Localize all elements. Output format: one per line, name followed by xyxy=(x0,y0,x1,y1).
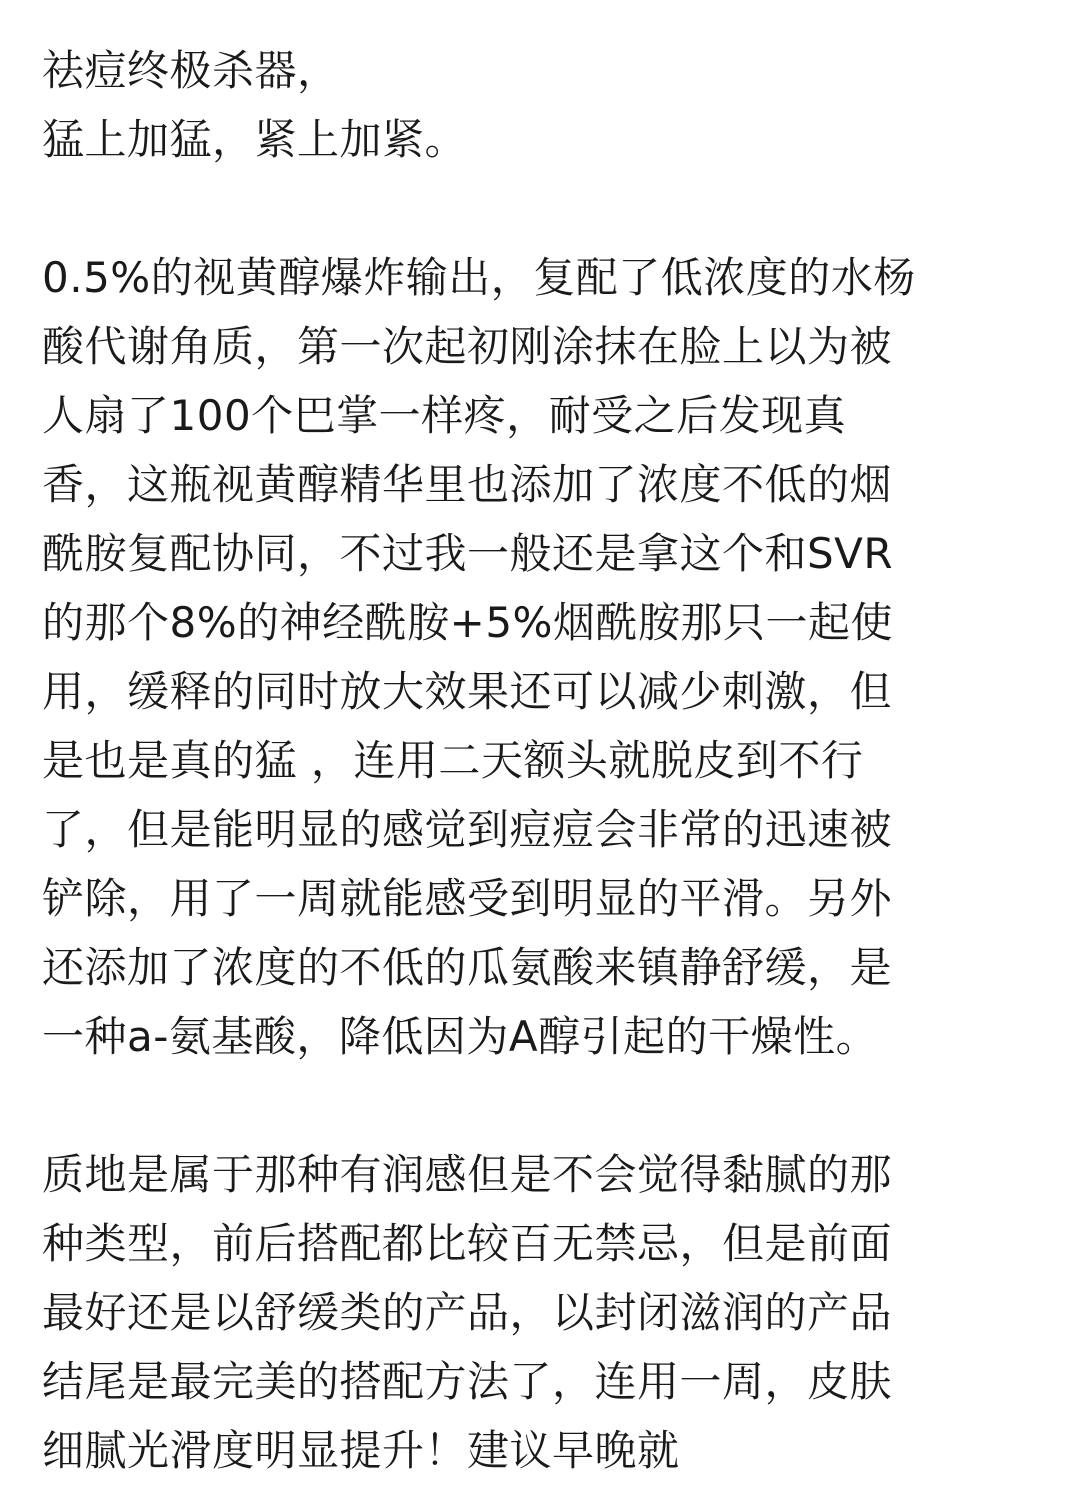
note-line: 猛上加猛，紧上加紧。 xyxy=(42,115,468,164)
note-line: 的那个8%的神经酰胺+5%烟酰胺那只一起使 xyxy=(42,598,893,647)
note-line: 一种a-氨基酸，降低因为A醇引起的干燥性。 xyxy=(42,1012,879,1061)
note-line: 铲除，用了一周就能感受到明显的平滑。另外 xyxy=(42,874,893,923)
note-line: 最好还是以舒缓类的产品，以封闭滋润的产品 xyxy=(42,1288,893,1337)
note-body xyxy=(42,36,1032,1485)
note-line: 祛痘终极杀器， xyxy=(42,46,340,95)
note-line: 香，这瓶视黄醇精华里也添加了浓度不低的烟 xyxy=(42,460,893,509)
note-line: 酰胺复配协同，不过我一般还是拿这个和SVR xyxy=(42,529,894,578)
note-line: 还添加了浓度的不低的瓜氨酸来镇静舒缓，是 xyxy=(42,943,893,992)
note-line: 0.5%的视黄醇爆炸输出，复配了低浓度的水杨 xyxy=(42,253,916,302)
note-line: 是也是真的猛 ，连用二天额头就脱皮到不行 xyxy=(42,736,864,785)
note-line: 种类型，前后搭配都比较百无禁忌，但是前面 xyxy=(42,1219,893,1268)
note-line: 酸代谢角质，第一次起初刚涂抹在脸上以为被 xyxy=(42,322,893,371)
note-line: 人扇了100个巴掌一样疼，耐受之后发现真 xyxy=(42,391,847,440)
note-line: 细腻光滑度明显提升！建议早晚就 xyxy=(42,1426,680,1475)
note-line: 质地是属于那种有润感但是不会觉得黏腻的那 xyxy=(42,1150,893,1199)
paragraph-gap xyxy=(42,174,1032,243)
note-line: 了，但是能明显的感觉到痘痘会非常的迅速被 xyxy=(42,805,893,854)
note-line: 结尾是最完美的搭配方法了，连用一周，皮肤 xyxy=(42,1357,893,1406)
note-line: 用，缓释的同时放大效果还可以减少刺激，但 xyxy=(42,667,893,716)
paragraph-gap xyxy=(42,1071,1032,1140)
